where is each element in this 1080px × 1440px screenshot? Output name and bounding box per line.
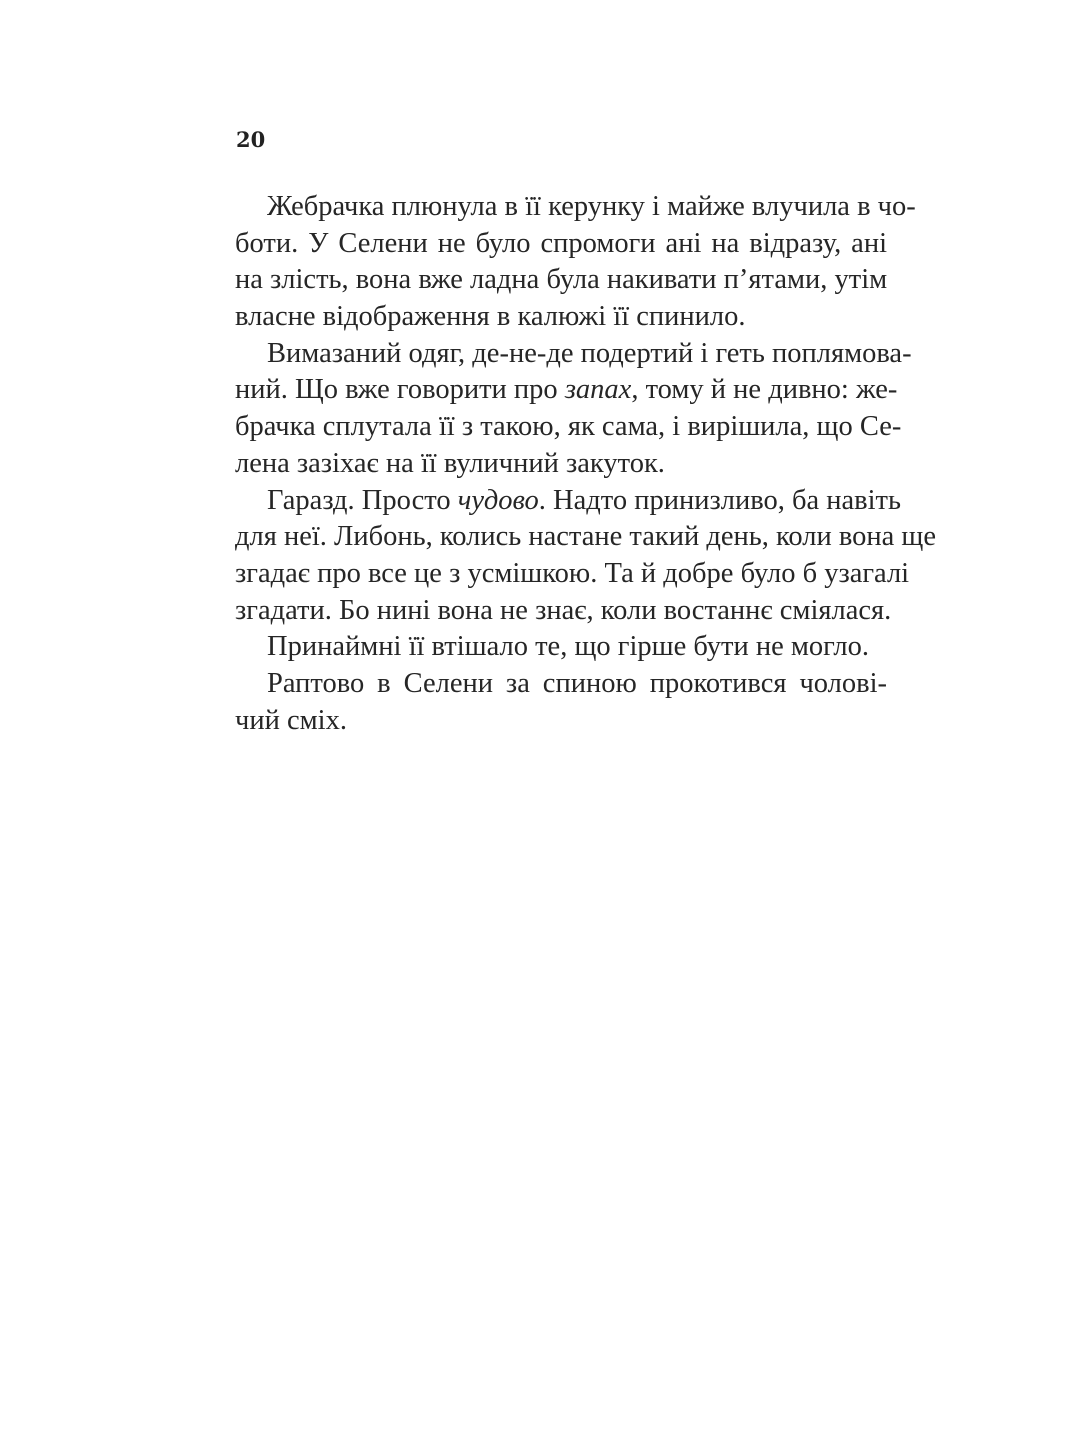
emphasis-text: запах — [564, 374, 632, 406]
text-line — [235, 336, 912, 373]
text-segment: ний. Що вже говорити про — [235, 374, 565, 406]
text-line — [235, 409, 902, 446]
body-text — [235, 189, 936, 739]
text-line — [235, 593, 892, 630]
paragraph — [235, 336, 912, 483]
text-segment: Принаймні її втішало те, що гірше бути не могло. — [267, 631, 869, 663]
text-segment: згадає про все це з усмішкою. Та й добре було б узагалі — [235, 557, 910, 589]
text-segment: для неї. Либонь, колись настане такий день, коли вона ще — [235, 521, 936, 553]
text-line — [235, 483, 901, 520]
text-segment: на злість, вона вже ладна була накивати п’ятами, утім — [235, 264, 888, 296]
text-line — [235, 629, 887, 666]
text-line — [235, 189, 916, 226]
text-segment: боти. У Селени не було спромоги ані на відразу, ані — [235, 227, 887, 259]
paragraph — [235, 189, 916, 336]
paragraph — [235, 483, 936, 630]
paragraph — [235, 629, 887, 666]
text-line — [235, 372, 898, 409]
text-segment: власне відображення в калюжі її спинило. — [235, 301, 746, 333]
text-line — [235, 226, 887, 263]
text-segment: лена зазіхає на її вуличний закуток. — [235, 447, 665, 479]
text-segment: Гаразд. Просто — [267, 484, 458, 516]
text-segment: , тому й не дивно: же- — [631, 374, 898, 406]
text-segment: Раптово в Селени за спиною прокотився чолові- — [267, 667, 887, 699]
page-number: 20 — [236, 127, 266, 152]
text-segment: чий сміх. — [235, 704, 347, 736]
text-segment: згадати. Бо нині вона не знає, коли востаннє сміялася. — [235, 594, 892, 626]
text-segment: брачка сплутала її з такою, як сама, і вирішила, що Се- — [235, 411, 902, 443]
text-segment: Вимазаний одяг, де-не-де подертий і геть поплямова- — [267, 337, 912, 369]
text-line — [235, 446, 887, 483]
text-line — [235, 519, 936, 556]
text-line — [235, 666, 887, 703]
emphasis-text: чудово — [457, 484, 539, 516]
text-line — [235, 262, 887, 299]
text-line — [235, 556, 910, 593]
text-line — [235, 703, 887, 740]
text-segment: Жебрачка плюнула в її керунку і майже влучила в чо- — [267, 191, 916, 222]
text-segment: . Надто принизливо, ба навіть — [538, 484, 901, 516]
text-line — [235, 299, 887, 336]
paragraph — [235, 666, 887, 739]
